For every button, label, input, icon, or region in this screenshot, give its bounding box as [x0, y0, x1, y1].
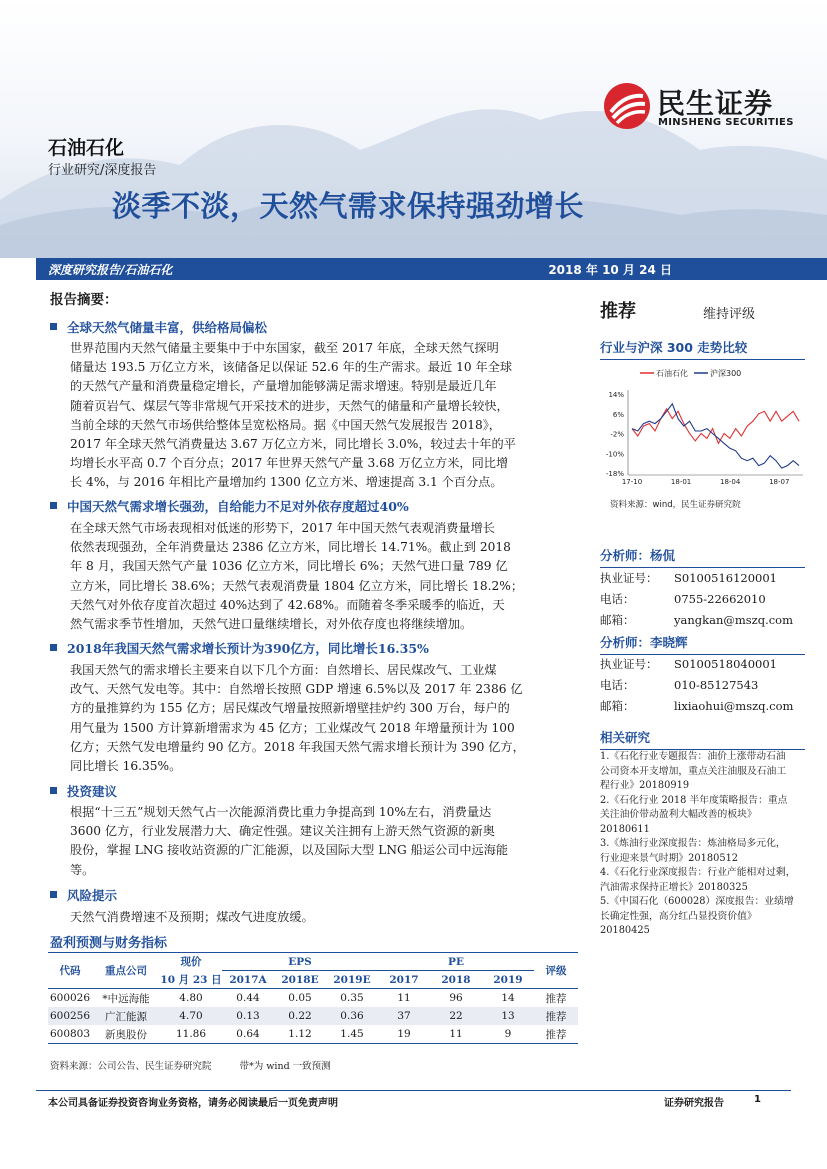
minsheng-logo-icon	[603, 82, 651, 130]
related-line: 关注油价带动盈利大幅改善的板块》	[600, 809, 757, 820]
section-body-4: 根据“十三五”规划天然气占一次能源消费比重力争提高到 10%左右，消费量达 3600 亿方，行业发展潜力大、确定性强。建议关注拥有上游天然气资源的新奥 股份，掌握 LNG 接收站资源的广汇能源，以及国际大型 LNG 船运公司中远海能 等。	[70, 805, 509, 877]
related-line: 20180611	[600, 823, 650, 835]
page-number: 1	[754, 1094, 761, 1105]
y-tick-label: -18%	[605, 470, 624, 478]
category-label: 深度研究报告/石油石化	[48, 263, 173, 277]
logo-en: MINSHENG SECURITIES	[658, 117, 794, 128]
header-year: 2018E	[281, 973, 319, 986]
related-line: 程行业》20180919	[600, 780, 690, 791]
section-heading-4: 投资建议	[50, 782, 117, 800]
rating-label: 推荐	[600, 301, 636, 322]
table-title: 盈利预测与财务指标	[50, 936, 168, 951]
header-company: 重点公司	[105, 965, 147, 977]
analyst-2-email: 邮箱： lixiaohui@mszq.com	[600, 699, 794, 713]
report-date: 2018 年 10 月 24 日	[548, 263, 672, 277]
trend-heading: 行业与沪深 300 走势比较	[600, 338, 805, 360]
footer-divider	[36, 1090, 791, 1091]
header-eps: EPS	[222, 953, 378, 971]
category-bar	[36, 258, 827, 280]
analyst-2-license: 执业证号： S0100518040001	[600, 657, 777, 671]
footer-label: 证券研究报告	[664, 1098, 724, 1109]
header-year: 2019E	[333, 973, 371, 986]
related-line: 2.《石化行业 2018 半年度策略报告：重点	[600, 794, 788, 806]
related-line: 长确定性强，高分红凸显投资价值》	[600, 910, 757, 922]
header-year: 2017A	[229, 973, 267, 986]
header-rating: 评级	[545, 965, 567, 977]
related-line: 汽油需求保持正增长》20180325	[600, 881, 748, 893]
analyst-1-phone: 电话： 0755-22662010	[600, 592, 766, 606]
bullet-icon	[50, 323, 57, 330]
analyst-1-license: 执业证号： S0100516120001	[600, 571, 777, 585]
related-line: 公司资本开支增加，重点关注油服及石油工	[600, 765, 787, 777]
analyst-1-email: 邮箱： yangkan@mszq.com	[600, 613, 794, 627]
legend-label-sector: 石油石化	[656, 369, 688, 378]
analyst-2-phone: 电话： 010-85127543	[600, 678, 759, 692]
related-line: 1.《石化行业专题报告：油价上涨带动石油	[600, 751, 786, 762]
x-tick-label: 18-07	[769, 478, 790, 486]
related-line: 5.《中国石化（600028）深度报告：业绩增	[600, 896, 794, 907]
header-year: 2019	[493, 973, 523, 986]
legend-label-index: 沪深300	[710, 369, 742, 378]
series-line-1	[632, 404, 799, 468]
rating-note: 维持评级	[703, 307, 756, 322]
section-body-3: 我国天然气的需求增长主要来自以下几个方面：自然增长、居民煤改气、工业煤 改气、天然气发电等。其中：自然增长按照 GDP 增速 6.5%以及 2017 年 2386 亿 方的量推算约为 155 亿方；居民煤改气增量按照新增壁挂炉约 300 万台，每户的 用气量为 1500 方计算新增需求为 45 亿方；工业煤改气 2018 年增量预计为 100 亿方；天然气发电增量约 90 亿方。2018 年我国天然气需求增长预计为 390 亿方， 同比增长 16.35%。	[70, 663, 525, 774]
analyst-heading-1: 分析师：杨侃	[600, 546, 805, 568]
header-price-date: 10 月 23 日	[160, 973, 222, 986]
related-heading: 相关研究	[600, 728, 805, 750]
related-line: 4.《石化行业深度报告：行业产能相对过剩，	[600, 867, 796, 878]
header-year: 2018	[441, 973, 471, 986]
section-heading-5: 风险提示	[50, 886, 117, 904]
analyst-1-email-link[interactable]: yangkan@mszq.com	[674, 613, 794, 627]
forecast-table	[48, 952, 578, 1044]
table-row: 600256 广汇能源 4.70 0.13 0.22 0.36 37 22 13 推荐	[48, 1007, 578, 1025]
report-type: 行业研究/深度报告	[48, 163, 157, 178]
y-tick-label: -10%	[605, 450, 624, 459]
company-logo	[603, 82, 803, 132]
bullet-icon	[50, 644, 57, 651]
y-tick-label: 14%	[608, 391, 624, 399]
section-body-5: 天然气消费增速不及预期；煤改气进度放缓。	[70, 910, 314, 924]
table-note: 资料来源：公司公告、民生证券研究院 带*为 wind 一致预测	[50, 1061, 331, 1072]
x-tick-label: 18-01	[670, 478, 692, 486]
header-pe: PE	[378, 953, 534, 971]
sector-title: 石油石化	[48, 137, 125, 159]
related-line: 20180425	[600, 925, 650, 936]
table-row: 600803 新奥股份 11.86 0.64 1.12 1.45 19 11 9 推荐	[48, 1025, 578, 1044]
section-heading-1: 全球天然气储量丰富，供给格局偏松	[50, 318, 267, 336]
x-tick-label: 17-10	[621, 478, 643, 486]
related-line: 行业迎来景气时期》20180512	[600, 852, 739, 864]
report-headline: 淡季不淡，天然气需求保持强劲增长	[112, 189, 585, 223]
bullet-icon	[50, 891, 57, 898]
series-line-0	[632, 409, 799, 444]
footer-disclaimer: 本公司具备证券投资咨询业务资格，请务必阅读最后一页免责声明	[48, 1098, 338, 1109]
logo-cn: 民生证券	[657, 87, 774, 120]
section-heading-3: 2018年我国天然气需求增长预计为390亿方，同比增长16.35%	[50, 639, 429, 657]
chart-legend	[640, 368, 741, 378]
bullet-icon	[50, 502, 57, 509]
chart-source: 资料来源：wind，民生证券研究院	[610, 500, 741, 510]
summary-title: 报告摘要：	[50, 292, 118, 308]
trend-chart	[598, 360, 808, 495]
y-tick-label: -2%	[610, 430, 624, 439]
analyst-heading-2: 分析师：李晓辉	[600, 633, 805, 655]
section-body-2: 在全球天然气市场表现相对低迷的形势下，2017 年中国天然气表观消费量增长 依然表现强劲，全年消费量达 2386 亿立方米，同比增长 14.71%。截止到 2018 年 8 月，我国天然气产量 1036 亿立方米，同比增长 6%；天然气进口量 789 亿 立方米，同比增长 38.6%；天然气表观消费量 1804 亿立方米，同比增长 18.2%； 天然气对外依存度首次超过 40%达到了 42.68%。而随着冬季采暖季的临近，天 然气需求季节性增加，天然气进口量继续增长，对外依存度也将继续增加。	[70, 521, 524, 632]
y-tick-label: 6%	[612, 410, 624, 419]
x-tick-label: 18-04	[719, 478, 741, 486]
related-list	[600, 750, 810, 939]
header-price: 现价	[180, 956, 202, 969]
table-row: 600026 *中远海能 4.80 0.44 0.05 0.35 11 96 14 推荐	[49, 992, 567, 1005]
bullet-icon	[50, 787, 57, 794]
related-line: 3.《炼油行业深度报告：炼油格局多元化，	[600, 838, 786, 849]
analyst-2-email-link[interactable]: lixiaohui@mszq.com	[674, 699, 794, 713]
section-heading-2: 中国天然气需求增长强劲，自给能力不足对外依存度超过40%	[50, 497, 409, 515]
header-code: 代码	[59, 965, 81, 977]
header-year: 2017	[389, 973, 419, 986]
section-body-1: 世界范围内天然气储量主要集中于中东国家，截至 2017 年底，全球天然气探明 储量达 193.5 万亿立方米，该储备足以保证 52.6 年的生产需求。最近 10 年全球 的天然气产量和消费量稳定增长，产量增加能够满足需求增速。特别是最近几年 随着页岩气、煤层气等非常规气开采技术的进步，天然气的储量和产量增长较快， 当前全球的天然气市场供给整体呈宽松格局。据《中国天然气发展报告 2018》， 2017 年全球天然气消费量达 3.67 万亿立方米，同比增长 3.0%，较过去十年的平 均增长水平高 0.7 个百分点；2017 年世界天然气产量 3.68 万亿立方米，同比增 长 4%，与 2016 年相比产量增加约 1300 亿立方米、增速提高 3.1 个百分点。	[70, 341, 516, 490]
